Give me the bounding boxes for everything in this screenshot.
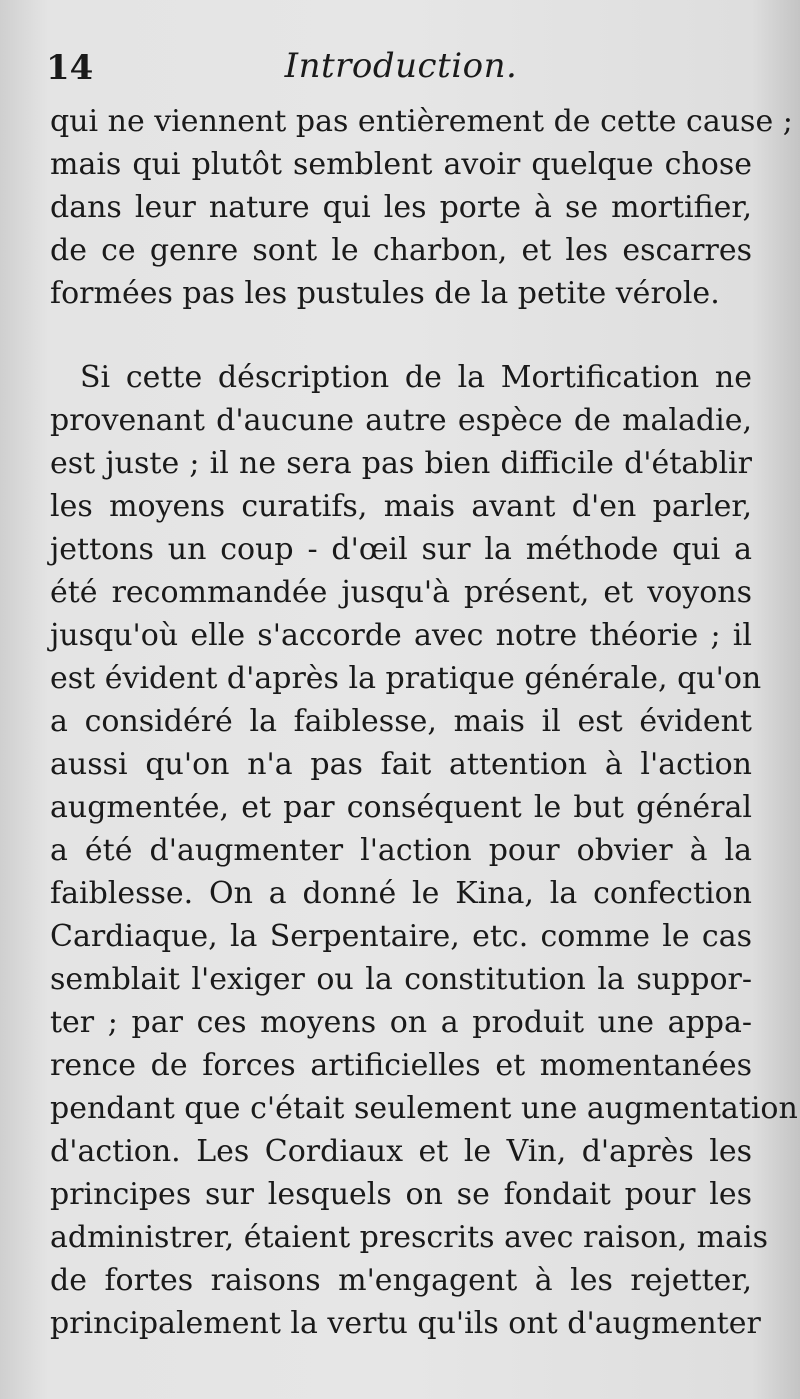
text-line: pendant que c'était seulement une augmentation <box>50 1091 798 1126</box>
text-line: dans leur nature qui les porte à se mortifier, <box>50 190 752 225</box>
text-line: a considéré la faiblesse, mais il est évident <box>50 704 752 739</box>
page-number: 14 <box>46 48 94 88</box>
text-line: de ce genre sont le charbon, et les escarres <box>50 233 752 268</box>
text-line: ter ; par ces moyens on a produit une appa- <box>50 1005 752 1040</box>
text-line: faiblesse. On a donné le Kina, la confection <box>50 876 752 911</box>
text-line: jusqu'où elle s'accorde avec notre théorie ; il <box>50 618 752 653</box>
text-line: formées pas les pustules de la petite vérole. <box>50 276 720 311</box>
text-line: provenant d'aucune autre espèce de maladie, <box>50 403 752 438</box>
text-line: est juste ; il ne sera pas bien difficile d'établir <box>50 446 752 481</box>
text-line: a été d'augmenter l'action pour obvier à la <box>50 833 752 868</box>
running-title: Introduction. <box>284 46 518 86</box>
text-line: principalement la vertu qu'ils ont d'augmenter <box>50 1306 761 1341</box>
text-line: rence de forces artificielles et momentanées <box>50 1048 752 1083</box>
text-line: de fortes raisons m'engagent à les rejetter, <box>50 1263 752 1298</box>
text-line: les moyens curatifs, mais avant d'en parler, <box>50 489 752 524</box>
text-line: mais qui plutôt semblent avoir quelque chose <box>50 147 752 182</box>
page-header <box>46 40 752 100</box>
text-line: Si cette déscription de la Mortification ne <box>80 360 752 395</box>
text-line: administrer, étaient prescrits avec raison, mais <box>50 1220 769 1255</box>
text-line: aussi qu'on n'a pas fait attention à l'action <box>50 747 752 782</box>
text-line: principes sur lesquels on se fondait pour les <box>50 1177 752 1212</box>
paragraph-1 <box>50 100 793 315</box>
text-line: est évident d'après la pratique générale, qu'on <box>50 661 762 696</box>
text-line: qui ne viennent pas entièrement de cette cause ; <box>50 104 793 139</box>
paragraph-2 <box>50 356 798 1345</box>
paragraph-gap <box>50 315 752 356</box>
text-line: augmentée, et par conséquent le but général <box>50 790 752 825</box>
text-line: jettons un coup - d'œil sur la méthode qui a <box>50 532 752 567</box>
text-line: Cardiaque, la Serpentaire, etc. comme le cas <box>50 919 752 954</box>
text-line: semblait l'exiger ou la constitution la suppor- <box>50 962 752 997</box>
text-line: d'action. Les Cordiaux et le Vin, d'après les <box>50 1134 752 1169</box>
text-line: été recommandée jusqu'à présent, et voyons <box>50 575 752 610</box>
